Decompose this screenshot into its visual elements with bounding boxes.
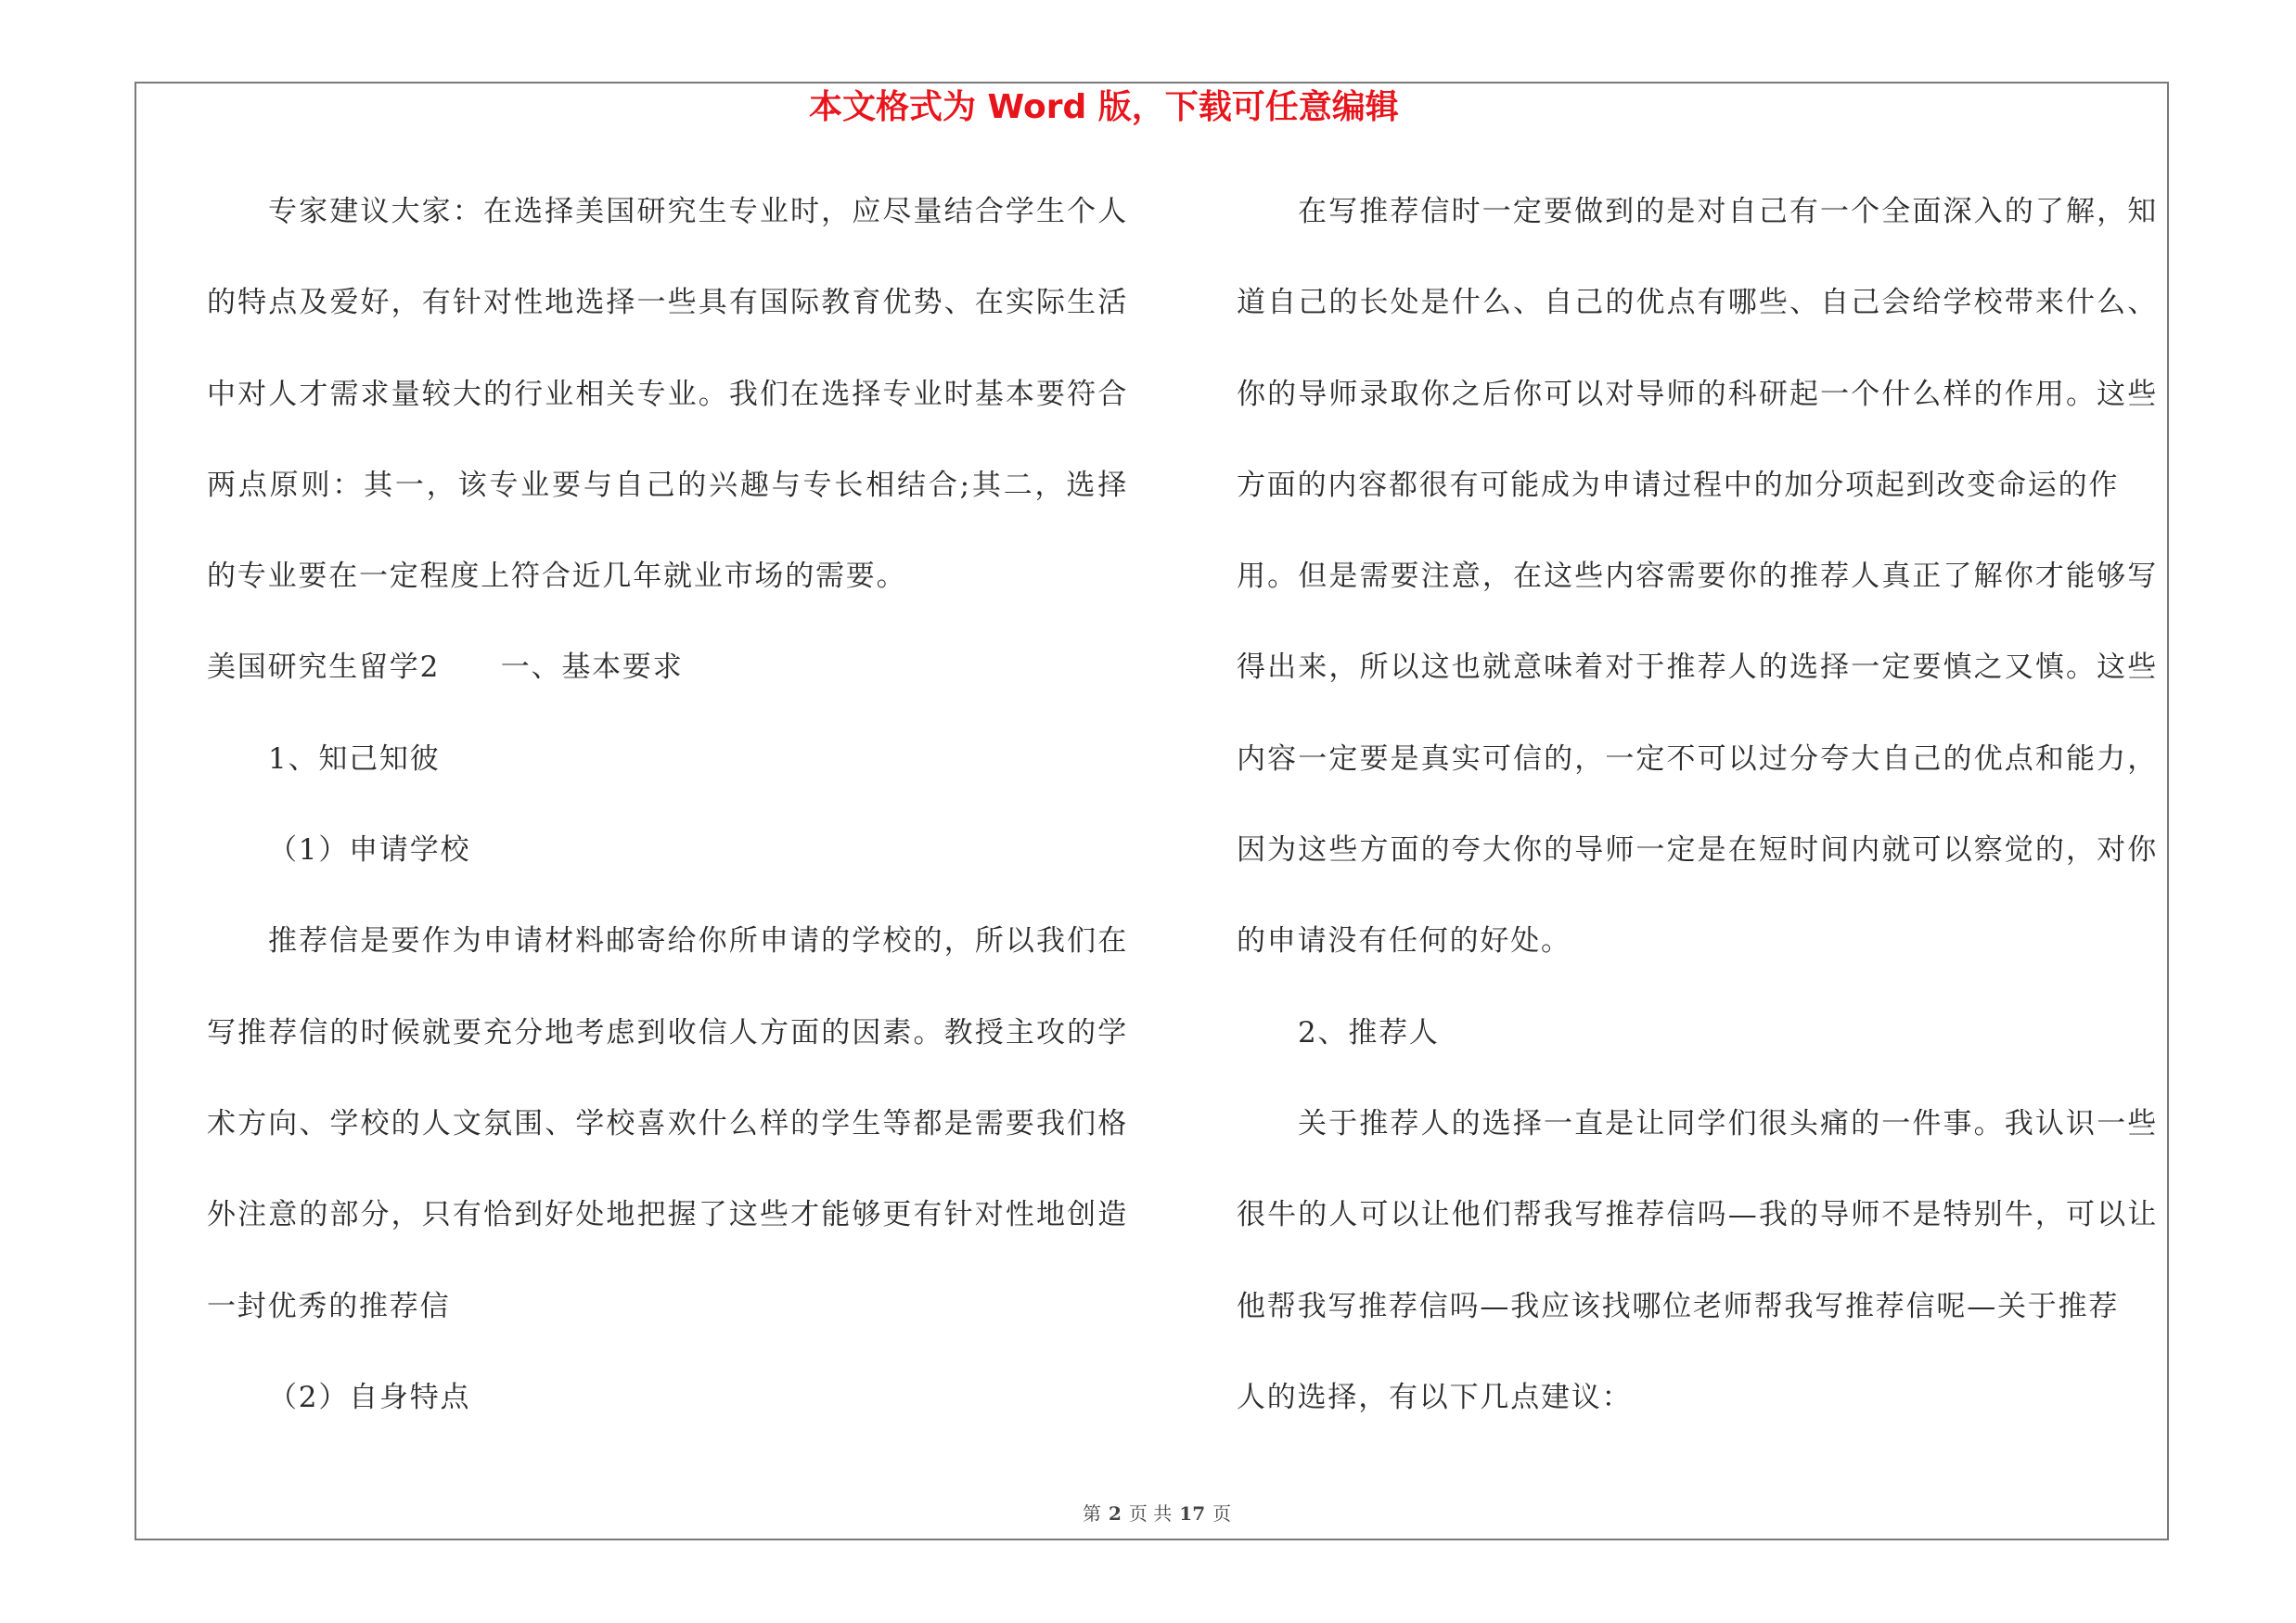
page-footer [1083, 1501, 1231, 1526]
subsection-heading: 2、推荐人 [1298, 1015, 1440, 1050]
text-line: 关于推荐人的选择一直是让同学们很头痛的一件事。我认识一些 [1298, 1106, 2158, 1140]
text-line: 人的选择，有以下几点建议： [1237, 1380, 1633, 1414]
text-line: 的专业要在一定程度上符合近几年就业市场的需要。 [207, 560, 907, 594]
text-line: 中对人才需求量较大的行业相关专业。我们在选择专业时基本要符合 [207, 377, 1128, 411]
left-column [207, 166, 1128, 1443]
text-line: 的特点及爱好，有针对性地选择一些具有国际教育优势、在实际生活 [207, 286, 1128, 320]
text-line: 方面的内容都很有可能成为申请过程中的加分项起到改变命运的作 [1237, 468, 2120, 502]
header-title: 本文格式为 Word 版，下载可任意编辑 [809, 88, 1399, 126]
text-line: 他帮我写推荐信吗—我应该找哪位老师帮我写推荐信呢—关于推荐 [1237, 1289, 2120, 1323]
footer-middle: 页 共 [1128, 1502, 1173, 1525]
section-heading: 美国研究生留学2 一、基本要求 [207, 650, 684, 685]
text-line: 你的导师录取你之后你可以对导师的科研起一个什么样的作用。这些 [1237, 377, 2158, 411]
footer-prefix: 第 [1083, 1502, 1101, 1525]
text-line: 写推荐信的时候就要充分地考虑到收信人方面的因素。教授主攻的学 [207, 1015, 1128, 1050]
text-line: 的申请没有任何的好处。 [1237, 924, 1571, 959]
text-line: 一封优秀的推荐信 [207, 1289, 451, 1323]
subsection-heading: （2）自身特点 [268, 1380, 471, 1414]
footer-suffix: 页 [1212, 1502, 1232, 1525]
subsection-heading: 1、知己知彼 [268, 741, 441, 776]
subsection-heading: （1）申请学校 [268, 833, 471, 868]
text-line: 在写推荐信时一定要做到的是对自己有一个全面深入的了解，知 [1298, 195, 2158, 228]
right-column [1237, 166, 2158, 1443]
text-line: 专家建议大家：在选择美国研究生专业时，应尽量结合学生个人 [268, 195, 1128, 228]
footer-total-pages: 17 [1179, 1502, 1206, 1525]
text-line: 外注意的部分，只有恰到好处地把握了这些才能够更有针对性地创造 [207, 1198, 1128, 1232]
text-line: 推荐信是要作为申请材料邮寄给你所申请的学校的，所以我们在 [268, 924, 1128, 959]
text-line: 因为这些方面的夸大你的导师一定是在短时间内就可以察觉的，对你 [1237, 833, 2158, 868]
text-line: 道自己的长处是什么、自己的优点有哪些、自己会给学校带来什么、 [1237, 286, 2158, 320]
text-line: 很牛的人可以让他们帮我写推荐信吗—我的导师不是特别牛，可以让 [1237, 1198, 2158, 1232]
text-line: 术方向、学校的人文氛围、学校喜欢什么样的学生等都是需要我们格 [207, 1106, 1128, 1140]
footer-page-number: 2 [1109, 1502, 1122, 1525]
text-line: 内容一定要是真实可信的，一定不可以过分夸大自己的优点和能力， [1237, 741, 2158, 776]
text-line: 两点原则：其一，该专业要与自己的兴趣与专长相结合;其二，选择 [207, 468, 1128, 502]
text-line: 得出来，所以这也就意味着对于推荐人的选择一定要慎之又慎。这些 [1237, 650, 2158, 685]
text-line: 用。但是需要注意，在这些内容需要你的推荐人真正了解你才能够写 [1237, 560, 2158, 594]
